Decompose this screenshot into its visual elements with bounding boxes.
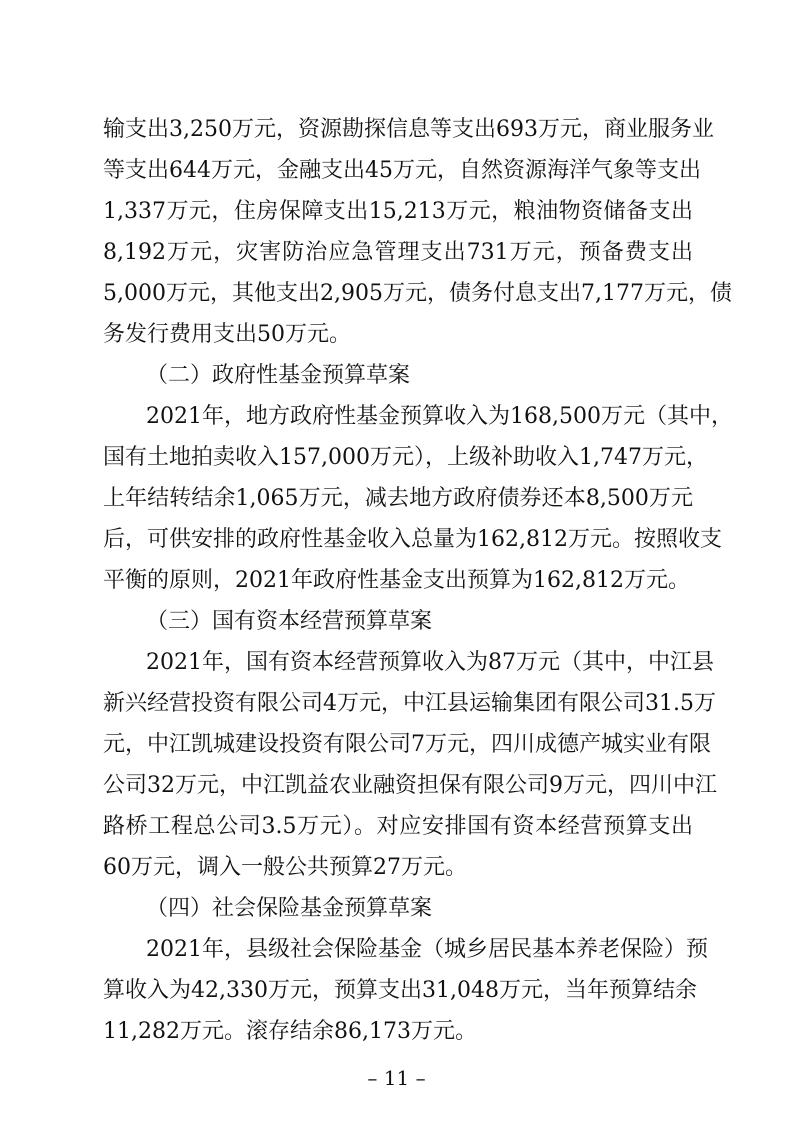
body-text-line: 60万元，调入一般公共预算27万元。	[103, 855, 467, 880]
page-number: – 11 –	[367, 1066, 426, 1090]
section-heading: （二）政府性基金预算草案	[146, 363, 411, 388]
body-text-line: 平衡的原则，2021年政府性基金支出预算为162,812万元。	[103, 568, 690, 593]
body-text-line: 务发行费用支出50万元。	[103, 322, 351, 347]
body-text-line: 输支出3,250万元，资源勘探信息等支出693万元，商业服务业	[103, 117, 714, 142]
body-text-line: 等支出644万元，金融支出45万元，自然资源海洋气象等支出	[103, 158, 701, 183]
body-text-line: 上年结转结余1,065万元，减去地方政府债券还本8,500万元	[103, 486, 693, 511]
body-text-line: 国有土地拍卖收入157,000万元），上级补助收入1,747万元，	[103, 445, 708, 470]
paragraph-first-line: 2021年，县级社会保险基金（城乡居民基本养老保险）预	[146, 937, 708, 962]
paragraph-first-line: 2021年，国有资本经营预算收入为87万元（其中，中江县	[146, 650, 714, 675]
body-text-line: 公司32万元，中江凯益农业融资担保有限公司9万元，四川中江	[103, 773, 717, 798]
section-heading: （三）国有资本经营预算草案	[146, 609, 433, 634]
body-text-line: 算收入为42,330万元，预算支出31,048万元，当年预算结余	[103, 978, 697, 1003]
body-text-line: 8,192万元，灾害防治应急管理支出731万元，预备费支出	[103, 240, 693, 265]
body-text-line: 后，可供安排的政府性基金收入总量为162,812万元。按照收支	[103, 527, 722, 552]
body-text-line: 1,337万元，住房保障支出15,213万元，粮油物资储备支出	[103, 199, 693, 224]
section-heading: （四）社会保险基金预算草案	[146, 896, 433, 921]
body-text-line: 新兴经营投资有限公司4万元，中江县运输集团有限公司31.5万	[103, 691, 716, 716]
body-text-line: 元，中江凯城建设投资有限公司7万元，四川成德产城实业有限	[103, 732, 711, 757]
body-text-line: 5,000万元，其他支出2,905万元，债务付息支出7,177万元，债	[103, 281, 732, 306]
body-text-line: 路桥工程总公司3.5万元）。对应安排国有资本经营预算支出	[103, 814, 693, 839]
body-text-line: 11,282万元。滚存结余86,173万元。	[103, 1019, 477, 1044]
paragraph-first-line: 2021年，地方政府性基金预算收入为168,500万元（其中，	[146, 404, 733, 429]
